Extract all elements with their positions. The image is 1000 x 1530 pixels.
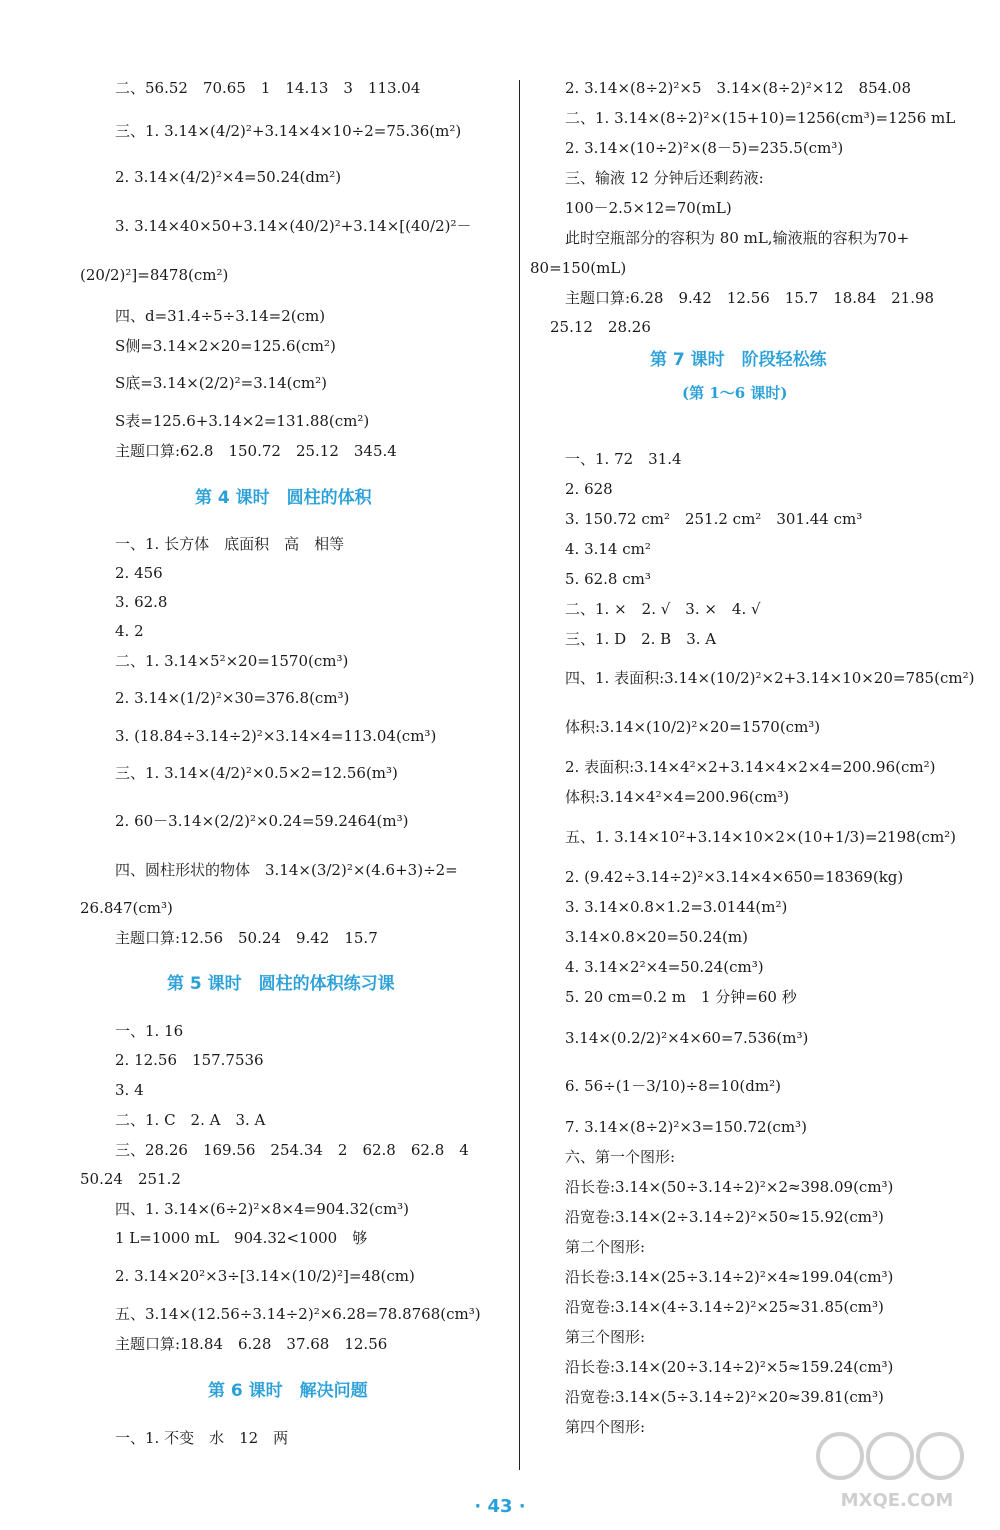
section-heading: 第 4 课时 圆柱的体积 (195, 488, 372, 508)
text-line: 主题口算:6.28 9.42 12.56 15.7 18.84 21.98 (565, 289, 935, 307)
text-line: 5. 20 cm=0.2 m 1 分钟=60 秒 (565, 988, 797, 1006)
text-line: 4. 3.14 cm² (565, 540, 651, 558)
text-line: 26.847(cm³) (80, 899, 173, 917)
text-line: 五、3.14×(12.56÷3.14÷2)²×6.28=78.8768(cm³) (115, 1305, 481, 1323)
text-line: S侧=3.14×2×20=125.6(cm²) (115, 337, 336, 355)
text-line: 80=150(mL) (530, 259, 627, 277)
text-line: 2. 60－3.14×(2/2)²×0.24=59.2464(m³) (115, 812, 409, 830)
text-line: 一、1. 不变 水 12 两 (115, 1429, 289, 1447)
text-line: 二、1. 3.14×5²×20=1570(cm³) (115, 652, 349, 670)
text-line: 一、1. 长方体 底面积 高 相等 (115, 535, 345, 553)
text-line: 三、输液 12 分钟后还剩药液: (565, 169, 764, 187)
text-line: 2. 628 (565, 480, 613, 498)
text-line: 2. 3.14×(8÷2)²×5 3.14×(8÷2)²×12 854.08 (565, 79, 912, 97)
text-line: 二、56.52 70.65 1 14.13 3 113.04 (115, 79, 421, 97)
text-line: 2. 12.56 157.7536 (115, 1051, 264, 1069)
section-subheading: (第 1～6 课时) (682, 384, 788, 402)
text-line: 五、1. 3.14×10²+3.14×10×2×(10+1/3)=2198(cm²) (565, 828, 957, 846)
text-line: 2. 3.14×20²×3÷[3.14×(10/2)²]=48(cm) (115, 1267, 415, 1285)
text-line: 二、1. × 2. √ 3. × 4. √ (565, 600, 761, 618)
text-line: 沿长卷:3.14×(50÷3.14÷2)²×2≈398.09(cm³) (565, 1178, 894, 1196)
text-line: 3. 3.14×0.8×1.2=3.0144(m²) (565, 898, 788, 916)
column-divider (519, 80, 520, 1470)
text-line: 6. 56÷(1－3/10)÷8=10(dm²) (565, 1077, 781, 1095)
text-line: 一、1. 72 31.4 (565, 450, 682, 468)
text-line: 3. 4 (115, 1081, 144, 1099)
text-line: 第四个图形: (565, 1418, 646, 1436)
text-line: 主题口算:12.56 50.24 9.42 15.7 (115, 929, 378, 947)
text-line: 二、1. C 2. A 3. A (115, 1111, 266, 1129)
text-line: 100－2.5×12=70(mL) (565, 199, 732, 217)
text-line: 沿宽卷:3.14×(5÷3.14÷2)²×20≈39.81(cm³) (565, 1388, 884, 1406)
text-line: 7. 3.14×(8÷2)²×3=150.72(cm³) (565, 1118, 807, 1136)
watermark-text: MXQE.COM (840, 1490, 954, 1511)
text-line: 此时空瓶部分的容积为 80 mL,输液瓶的容积为70+ (565, 229, 910, 247)
text-line: 四、1. 表面积:3.14×(10/2)²×2+3.14×10×20=785(cm²) (565, 669, 975, 687)
text-line: 3. (18.84÷3.14÷2)²×3.14×4=113.04(cm³) (115, 727, 437, 745)
text-line: 二、1. 3.14×(8÷2)²×(15+10)=1256(cm³)=1256 mL (565, 109, 956, 127)
text-line: 主题口算:62.8 150.72 25.12 345.4 (115, 442, 397, 460)
text-line: S表=125.6+3.14×2=131.88(cm²) (115, 412, 370, 430)
text-line: 主题口算:18.84 6.28 37.68 12.56 (115, 1335, 388, 1353)
text-line: 三、1. 3.14×(4/2)²+3.14×4×10÷2=75.36(m²) (115, 122, 462, 140)
text-line: 三、28.26 169.56 254.34 2 62.8 62.8 4 (115, 1141, 469, 1159)
text-line: 第二个图形: (565, 1238, 646, 1256)
text-line: 2. 表面积:3.14×4²×2+3.14×4×2×4=200.96(cm²) (565, 758, 936, 776)
text-line: 3.14×0.8×20=50.24(m) (565, 928, 748, 946)
text-line: 六、第一个图形: (565, 1148, 676, 1166)
text-line: 2. (9.42÷3.14÷2)²×3.14×4×650=18369(kg) (565, 868, 904, 886)
page-number: · 43 · (474, 1496, 526, 1517)
text-line: 3. 62.8 (115, 593, 168, 611)
text-line: 沿长卷:3.14×(20÷3.14÷2)²×5≈159.24(cm³) (565, 1358, 894, 1376)
section-heading: 第 5 课时 圆柱的体积练习课 (167, 974, 395, 994)
text-line: 1 L=1000 mL 904.32<1000 够 (115, 1229, 368, 1247)
text-line: S底=3.14×(2/2)²=3.14(cm²) (115, 374, 327, 392)
watermark-icon (812, 1416, 982, 1516)
text-line: 3. 3.14×40×50+3.14×(40/2)²+3.14×[(40/2)²－ (115, 217, 472, 235)
text-line: 三、1. D 2. B 3. A (565, 630, 717, 648)
watermark-logo (812, 1416, 982, 1516)
text-line: 2. 3.14×(4/2)²×4=50.24(dm²) (115, 168, 342, 186)
text-line: 沿宽卷:3.14×(4÷3.14÷2)²×25≈31.85(cm³) (565, 1298, 884, 1316)
text-line: 50.24 251.2 (80, 1170, 181, 1188)
text-line: 一、1. 16 (115, 1022, 184, 1040)
text-line: 2. 3.14×(10÷2)²×(8－5)=235.5(cm³) (565, 139, 844, 157)
text-line: 第三个图形: (565, 1328, 646, 1346)
text-line: 沿宽卷:3.14×(2÷3.14÷2)²×50≈15.92(cm³) (565, 1208, 884, 1226)
text-line: 体积:3.14×(10/2)²×20=1570(cm³) (565, 718, 821, 736)
text-line: 四、圆柱形状的物体 3.14×(3/2)²×(4.6+3)÷2= (115, 861, 458, 879)
text-line: 2. 3.14×(1/2)²×30=376.8(cm³) (115, 689, 350, 707)
text-line: 4. 2 (115, 622, 144, 640)
text-line: 四、1. 3.14×(6÷2)²×8×4=904.32(cm³) (115, 1200, 410, 1218)
text-line: 三、1. 3.14×(4/2)²×0.5×2=12.56(m³) (115, 764, 398, 782)
section-heading: 第 7 课时 阶段轻松练 (650, 350, 827, 370)
text-line: (20/2)²]=8478(cm²) (80, 266, 229, 284)
text-line: 体积:3.14×4²×4=200.96(cm³) (565, 788, 790, 806)
text-line: 4. 3.14×2²×4=50.24(cm³) (565, 958, 764, 976)
text-line: 3.14×(0.2/2)²×4×60=7.536(m³) (565, 1029, 809, 1047)
text-line: 25.12 28.26 (550, 318, 651, 336)
text-line: 四、d=31.4÷5÷3.14=2(cm) (115, 307, 326, 325)
section-heading: 第 6 课时 解决问题 (208, 1381, 368, 1401)
text-line: 沿长卷:3.14×(25÷3.14÷2)²×4≈199.04(cm³) (565, 1268, 894, 1286)
text-line: 2. 456 (115, 564, 163, 582)
text-line: 3. 150.72 cm² 251.2 cm² 301.44 cm³ (565, 510, 863, 528)
text-line: 5. 62.8 cm³ (565, 570, 651, 588)
